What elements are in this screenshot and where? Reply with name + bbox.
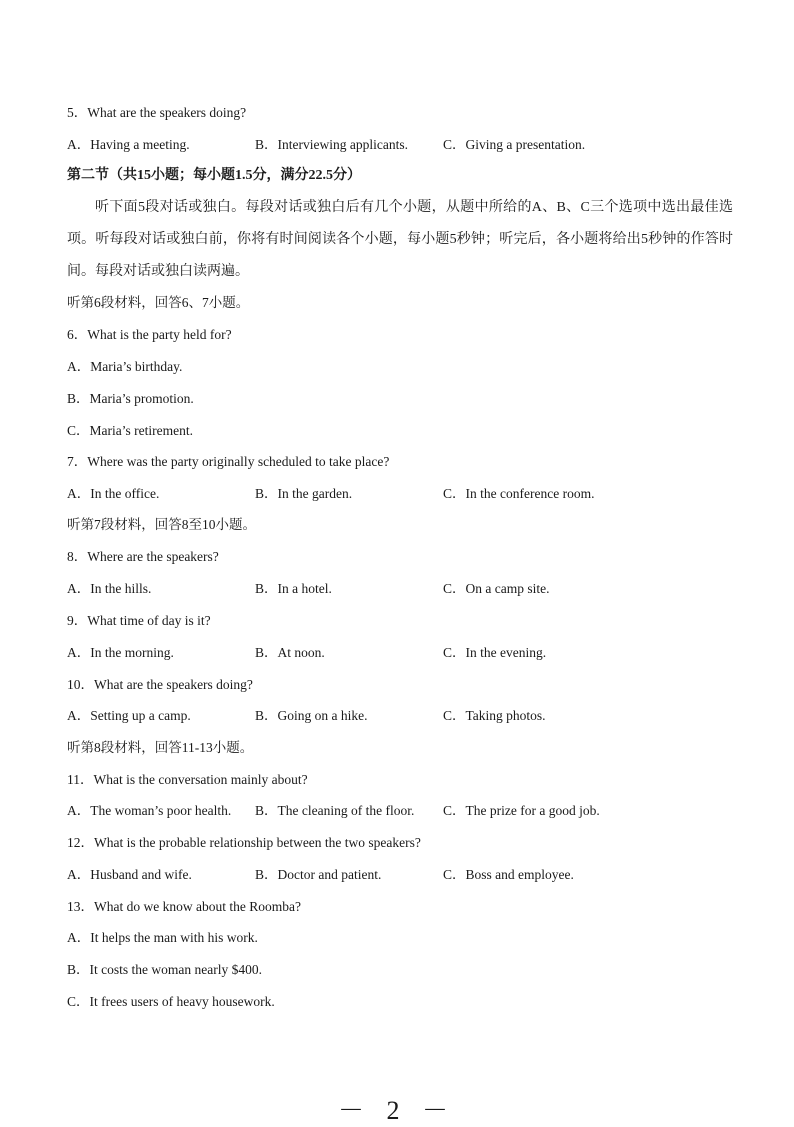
q10-option-b: B．Going on a hike. [255,708,368,723]
question-12: 12．What is the probable relationship between the two speakers? [67,835,421,850]
q13-option-b: B．It costs the woman nearly $400. [67,962,262,977]
q6-option-a: A．Maria’s birthday. [67,359,183,374]
q11-option-a: A．The woman’s poor health. [67,803,232,818]
q13-option-c: C．It frees users of heavy housework. [67,994,275,1009]
q12-option-c: C．Boss and employee. [443,867,574,882]
segment-6-label: 听第6段材料，回答6、7小题。 [67,295,250,310]
q9-option-c: C．In the evening. [443,645,547,660]
section-2-heading: 第二节（共15小题；每小题1.5分，满分22.5分） [67,168,361,183]
q6-option-b: B．Maria’s promotion. [67,391,194,406]
segment-8-label: 听第8段材料，回答11-13小题。 [67,740,254,755]
q8-option-a: A．In the hills. [67,581,152,596]
q10-option-c: C．Taking photos. [443,708,546,723]
q13-option-a: A．It helps the man with his work. [67,930,258,945]
question-5: 5．What are the speakers doing? [67,105,247,120]
question-13: 13．What do we know about the Roomba? [67,899,301,914]
q5-option-c: C．Giving a presentation. [443,137,586,152]
q10-option-a: A．Setting up a camp. [67,708,191,723]
page-number: － 2 － [337,1096,456,1125]
question-7: 7．Where was the party originally scheduled to take place? [67,454,390,469]
q8-option-b: B．In a hotel. [255,581,332,596]
q12-option-a: A．Husband and wife. [67,867,192,882]
question-8: 8．Where are the speakers? [67,549,219,564]
segment-7-label: 听第7段材料，回答8至10小题。 [67,517,256,532]
q11-option-c: C．The prize for a good job. [443,803,600,818]
section-2-instructions: 听下面5段对话或独白。每段对话或独白后有几个小题，从题中所给的A、B、C三个选项中选出最佳选项。听每段对话或独白前，你将有时间阅读各个小题，每小题5秒钟；听完后，各小题将给出5秒钟的作答时间。每段对话或独白读两遍。 [67,200,733,279]
question-9: 9．What time of day is it? [67,613,211,628]
q7-option-a: A．In the office. [67,486,160,501]
q11-option-b: B．The cleaning of the floor. [255,803,415,818]
q7-option-b: B．In the garden. [255,486,353,501]
q5-option-a: A．Having a meeting. [67,137,190,152]
q7-option-c: C．In the conference room. [443,486,595,501]
question-10: 10．What are the speakers doing? [67,677,253,692]
question-11: 11．What is the conversation mainly about? [67,772,308,787]
question-6: 6．What is the party held for? [67,327,232,342]
q9-option-a: A．In the morning. [67,645,174,660]
q6-option-c: C．Maria’s retirement. [67,423,193,438]
q8-option-c: C．On a camp site. [443,581,550,596]
q9-option-b: B．At noon. [255,645,325,660]
q12-option-b: B．Doctor and patient. [255,867,382,882]
q5-option-b: B．Interviewing applicants. [255,137,408,152]
